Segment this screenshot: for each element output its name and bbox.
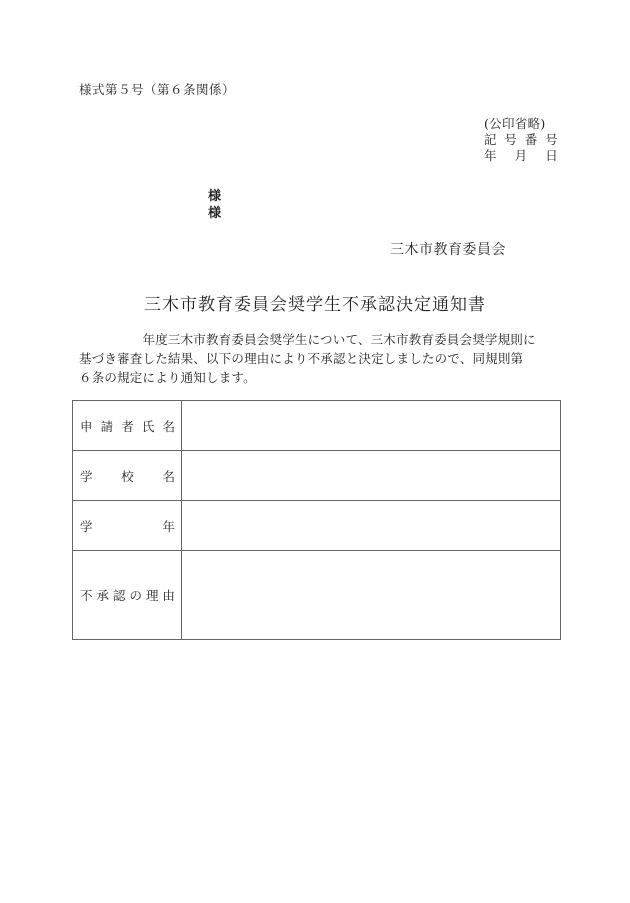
rejection-reason-value [182,551,561,640]
reference-number-label: 記 号 番 号 [484,132,558,147]
form-number: 様式第５号（第６条関係） [79,82,236,97]
addressee-honorific: 様 [208,206,222,221]
seal-omitted-note: (公印省略) [484,116,546,131]
grade-label: 学 年 [73,501,182,551]
school-name-value [182,451,561,501]
table-row [73,551,561,640]
date-label: 年 月 日 [484,148,558,163]
document-title: 三木市教育委員会奨学生不承認決定通知書 [144,295,486,315]
table-row [73,401,561,451]
notice-table [72,400,561,640]
table-row [73,501,561,551]
body-line: 基づき審査した結果、以下の理由により不承認と決定しましたので、同規則第 [79,351,524,366]
addressee-honorific: 様 [208,189,222,204]
header-right-block [484,116,558,164]
body-text [79,330,569,387]
body-line: ６条の規定により通知します。 [79,370,256,385]
rejection-reason-label: 不 承 認 の 理 由 [73,551,182,640]
addressee-block [208,188,221,222]
issuer-name: 三木市教育委員会 [390,242,506,258]
table-row [73,451,561,501]
applicant-name-value [182,401,561,451]
applicant-name-label: 申 請 者 氏 名 [73,401,182,451]
school-name-label: 学 校 名 [73,451,182,501]
body-line: 年度三木市教育委員会奨学生について、三木市教育委員会奨学規則に [79,332,536,347]
grade-value [182,501,561,551]
